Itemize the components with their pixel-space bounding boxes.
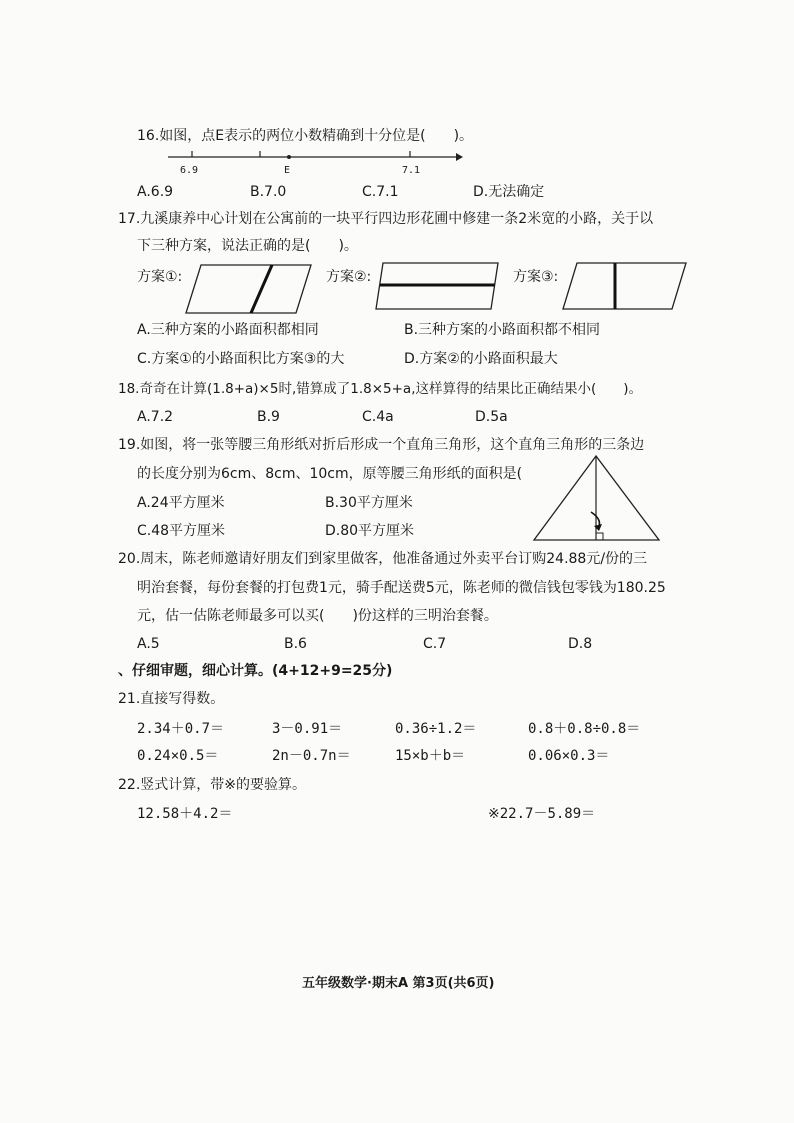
q20-option-c: C.7 xyxy=(423,636,447,652)
q16-label-point: E xyxy=(284,165,291,176)
q21-row2-item1: 0.24×0.5＝ xyxy=(137,748,219,764)
q16-label-right: 7.1 xyxy=(402,165,421,176)
q21-row1-item4: 0.8＋0.8÷0.8＝ xyxy=(528,721,641,737)
q19-stem-line1: 19.如图，将一张等腰三角形纸对折后形成一个直角三角形，这个直角三角形的三条边 xyxy=(118,437,645,453)
q21-row1-item2: 3－0.91＝ xyxy=(272,721,343,737)
q22-item1: 12.58＋4.2＝ xyxy=(137,806,233,822)
q21-row2-item2: 2n－0.7n＝ xyxy=(272,748,351,764)
section-heading: 、仔细审题，细心计算。(4+12+9=25分) xyxy=(118,663,393,679)
q21-title: 21.直接写得数。 xyxy=(118,691,225,707)
q19-option-d: D.80平方厘米 xyxy=(325,523,415,539)
q17-option-c: C.方案①的小路面积比方案③的大 xyxy=(137,351,345,367)
q19-triangle-figure xyxy=(0,0,794,560)
q19-option-a: A.24平方厘米 xyxy=(137,495,225,511)
q19-option-b: B.30平方厘米 xyxy=(325,495,413,511)
q17-option-d: D.方案②的小路面积最大 xyxy=(404,351,558,367)
q16-option-d: D.无法确定 xyxy=(473,184,545,200)
q18-option-a: A.7.2 xyxy=(137,409,174,425)
q22-item2: ※22.7－5.89＝ xyxy=(488,806,596,822)
q17-stem-line2: 下三种方案，说法正确的是( )。 xyxy=(137,238,358,254)
q17-plan2-label: 方案②: xyxy=(326,269,372,285)
q20-option-a: A.5 xyxy=(137,636,160,652)
q18-stem: 18.奇奇在计算(1.8+a)×5时,错算成了1.8×5+a,这样算得的结果比正确结果小( )。 xyxy=(118,381,643,397)
q19-stem-line2: 的长度分别为6cm、8cm、10cm，原等腰三角形纸的面积是( xyxy=(137,466,523,482)
q20-option-d: D.8 xyxy=(568,636,593,652)
q17-stem-line1: 17.九溪康养中心计划在公寓前的一块平行四边形花圃中修建一条2米宽的小路，关于以 xyxy=(118,211,654,227)
q18-option-b: B.9 xyxy=(257,409,280,425)
q18-option-d: D.5a xyxy=(475,409,508,425)
q21-row1-item3: 0.36÷1.2＝ xyxy=(395,721,477,737)
q19-option-c: C.48平方厘米 xyxy=(137,523,226,539)
q21-row2-item4: 0.06×0.3＝ xyxy=(528,748,610,764)
q16-option-a: A.6.9 xyxy=(137,184,174,200)
q16-option-c: C.7.1 xyxy=(362,184,399,200)
q20-option-b: B.6 xyxy=(284,636,307,652)
q20-line1: 20.周末，陈老师邀请好朋友们到家里做客，他准备通过外卖平台订购24.88元/份的三 xyxy=(118,551,648,567)
q17-option-a: A.三种方案的小路面积都相同 xyxy=(137,322,319,338)
q17-plan3-label: 方案③: xyxy=(513,269,559,285)
q21-row2-item3: 15×b＋b＝ xyxy=(395,748,466,764)
q16-stem: 16.如图，点E表示的两位小数精确到十分位是( )。 xyxy=(137,128,474,144)
q21-row1-item1: 2.34＋0.7＝ xyxy=(137,721,225,737)
q16-option-b: B.7.0 xyxy=(250,184,287,200)
q16-label-left: 6.9 xyxy=(180,165,199,176)
q17-plan1-label: 方案①: xyxy=(137,269,183,285)
q20-line3: 元，估一估陈老师最多可以买( )份这样的三明治套餐。 xyxy=(137,608,498,624)
q20-line2: 明治套餐，每份套餐的打包费1元，骑手配送费5元，陈老师的微信钱包零钱为180.25 xyxy=(137,580,666,596)
q18-option-c: C.4a xyxy=(362,409,394,425)
page-footer: 五年级数学·期末A 第3页(共6页) xyxy=(302,976,495,991)
q22-title: 22.竖式计算，带※的要验算。 xyxy=(118,777,306,793)
q17-option-b: B.三种方案的小路面积都不相同 xyxy=(404,322,601,338)
